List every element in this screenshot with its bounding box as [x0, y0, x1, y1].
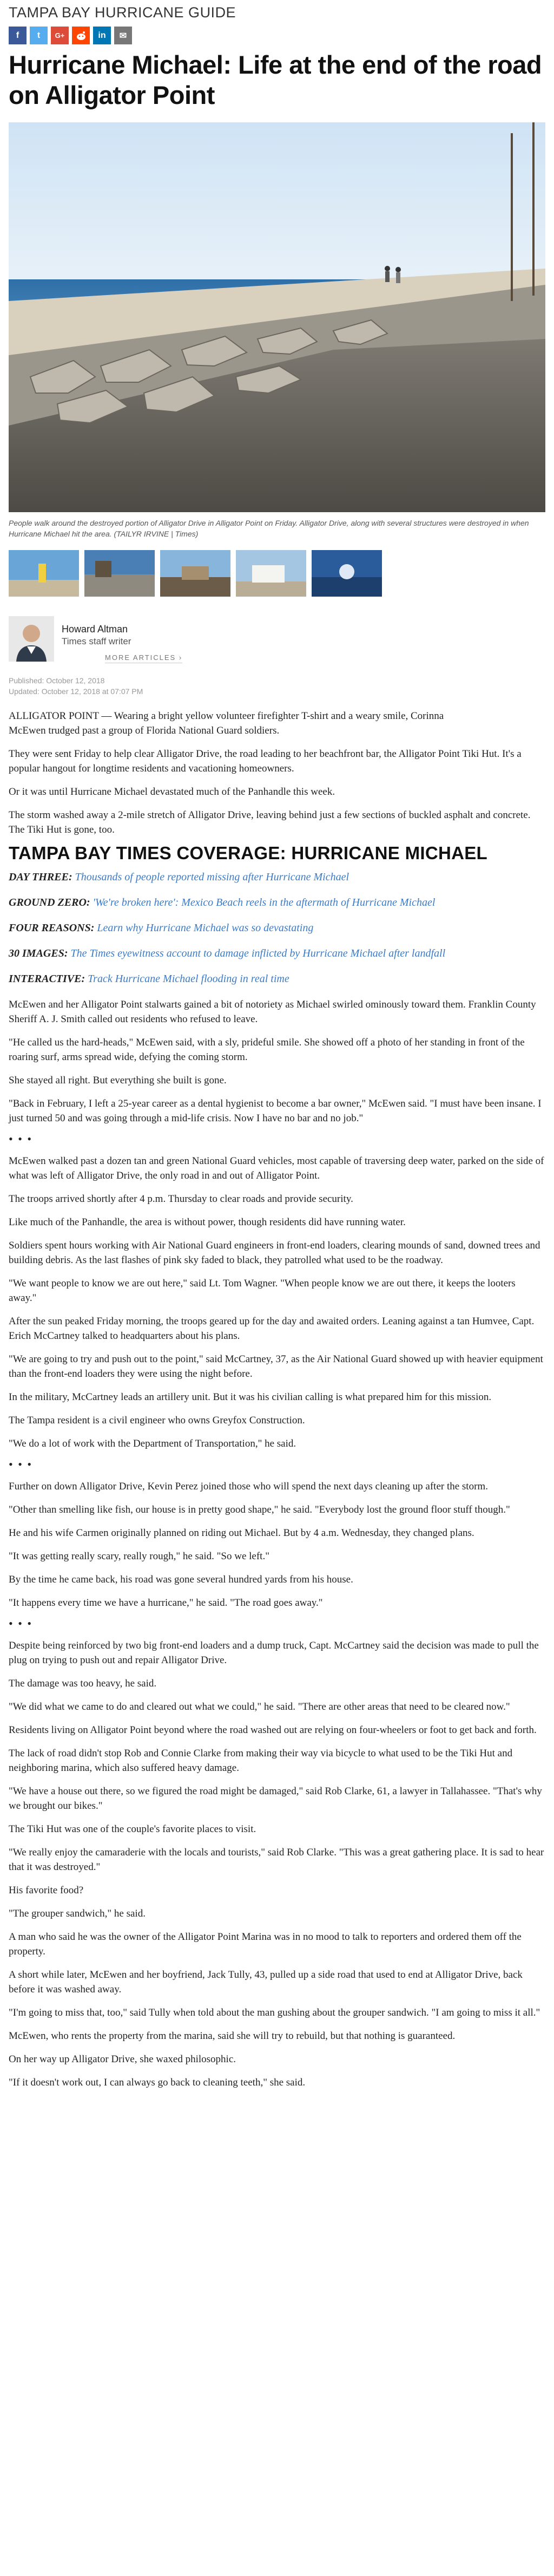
article-paragraph: "It was getting really scary, really rough," he said. "So we left."	[9, 1551, 269, 1562]
published-date: Published: October 12, 2018	[9, 676, 105, 685]
hero-photo[interactable]	[9, 122, 545, 512]
article-paragraph: "He called us the hard-heads," McEwen said, with a sly, prideful smile. She showed off a photo of her standing in front of the roaring surf, arms spread wide, defying the coming storm.	[9, 1037, 525, 1063]
article-paragraph: Residents living on Alligator Point beyond where the road washed out are relying on four-wheelers or foot to get back and forth.	[9, 1724, 537, 1736]
coverage-item	[9, 870, 545, 885]
gallery-thumb[interactable]	[84, 550, 155, 597]
coverage-label: FOUR REASONS:	[9, 922, 95, 934]
coverage-link[interactable]: Track Hurricane Michael flooding in real time	[88, 973, 289, 985]
article-paragraph: The damage was too heavy, he said.	[9, 1678, 157, 1689]
headline: Hurricane Michael: Life at the end of the road on Alligator Point	[9, 50, 542, 109]
linkedin-share-button[interactable]: in	[93, 27, 111, 44]
facebook-share-button[interactable]: f	[9, 27, 27, 44]
article-paragraph: The troops arrived shortly after 4 p.m. Thursday to clear roads and provide security.	[9, 1193, 353, 1205]
section-separator: • • •	[9, 1132, 33, 1146]
updated-date: Updated: October 12, 2018 at 07:07 PM	[9, 687, 143, 696]
article-paragraph: Soldiers spent hours working with Air National Guard engineers in front-end loaders, clearing mounds of sand, downed trees and building debris. As the last flashes of pink sky faded to black, they patrolled what used to be the roadway.	[9, 1240, 540, 1266]
twitter-share-button[interactable]: t	[30, 27, 48, 44]
article-paragraph: By the time he came back, his road was gone several hundred yards from his house.	[9, 1574, 353, 1585]
coverage-item	[9, 946, 545, 961]
reddit-icon	[76, 31, 87, 41]
coverage-item	[9, 921, 545, 936]
article-paragraph: McEwen, who rents the property from the marina, said she will try to rebuild, but that nothing is guaranteed.	[9, 2030, 456, 2042]
article-paragraph: He and his wife Carmen originally planned on riding out Michael. But by 4 a.m. Wednesday, they changed plans.	[9, 1527, 474, 1539]
article-paragraph: A short while later, McEwen and her boyfriend, Jack Tully, 43, pulled up a side road that used to end at Alligator Drive, back before it was washed away.	[9, 1969, 523, 1995]
gallery-thumb[interactable]	[236, 550, 306, 597]
article-paragraph: "Other than smelling like fish, our house is in pretty good shape," he said. "Everybody lost the ground floor stuff though."	[9, 1504, 510, 1515]
coverage-item	[9, 972, 545, 986]
article-paragraph: The lack of road didn't stop Rob and Connie Clarke from making their way via bicycle to what used to be the Tiki Hut and neighboring marina, which also suffered heavy damage.	[9, 1748, 513, 1774]
article-paragraph: Or it was until Hurricane Michael devastated much of the Panhandle this week.	[9, 786, 335, 797]
article-paragraph: The Tiki Hut was one of the couple's favorite places to visit.	[9, 1823, 256, 1835]
article-paragraph: McEwen and her Alligator Point stalwarts gained a bit of notoriety as Michael swirled ominously toward them. Franklin County Sheriff A. J. Smith called out residents who refused to leave.	[9, 999, 536, 1025]
section-separator: • • •	[9, 1457, 33, 1471]
section-separator: • • •	[9, 1617, 33, 1630]
email-share-button[interactable]: ✉	[114, 27, 132, 44]
article-paragraph: In the military, McCartney leads an artillery unit. But it was his civilian calling is what prepared him for this mission.	[9, 1391, 492, 1403]
coverage-label: DAY THREE:	[9, 871, 72, 883]
article-paragraph: "We want people to know we are out here," said Lt. Tom Wagner. "When people know we are out there, it keeps the looters away."	[9, 1278, 516, 1304]
article-paragraph: Like much of the Panhandle, the area is without power, though residents did have running water.	[9, 1217, 406, 1228]
gallery-thumb[interactable]	[160, 550, 230, 597]
coverage-label: GROUND ZERO:	[9, 897, 90, 908]
article-paragraph: "It happens every time we have a hurricane," he said. "The road goes away."	[9, 1597, 323, 1609]
coverage-label: 30 IMAGES:	[9, 947, 68, 959]
author-byline	[9, 616, 545, 663]
article-paragraph: After the sun peaked Friday morning, the troops geared up for the day and awaited orders. Leaning against a tan Humvee, Capt. Erich McCartney talked to headquarters about his plans.	[9, 1316, 535, 1342]
author-title: Times staff writer	[62, 636, 131, 646]
article-paragraph: Further on down Alligator Drive, Kevin Perez joined those who will spend the next days cleaning up after the storm.	[9, 1481, 488, 1492]
photo-gallery-strip	[9, 550, 545, 597]
more-articles-link[interactable]: MORE ARTICLES ›	[105, 653, 182, 663]
author-name[interactable]: Howard Altman	[62, 624, 128, 635]
coverage-link[interactable]: Learn why Hurricane Michael was so devastating	[97, 922, 314, 934]
gallery-thumb[interactable]	[312, 550, 382, 597]
article-paragraph: McEwen walked past a dozen tan and green National Guard vehicles, most capable of traversing deep water, parked on the side of what was left of Alligator Drive, the only road in and out of Alligator Point.	[9, 1155, 544, 1181]
reddit-share-button[interactable]	[72, 27, 90, 44]
article-paragraph: "We have a house out there, so we figured the road might be damaged," said Rob Clarke, 61, a lawyer in Tallahassee. "That's why we brought our bikes."	[9, 1786, 542, 1812]
coverage-link[interactable]: 'We're broken here': Mexico Beach reels in the aftermath of Hurricane Michael	[93, 897, 436, 908]
article-body	[9, 709, 545, 2090]
article-paragraph: "We are going to try and push out to the point," said McCartney, 37, as the Air National Guard showed up with heavier equipment than the front-end loaders they were using the night before.	[9, 1354, 543, 1379]
article-paragraph: "Back in February, I left a 25-year career as a dental hygienist to become a bar owner," McEwen said. "I must have been insane. I just turned 50 and was going through a mid-life crisis. Now I have no bar and no job."	[9, 1098, 542, 1124]
article-paragraph: The Tampa resident is a civil engineer who owns Greyfox Construction.	[9, 1415, 305, 1426]
coverage-link[interactable]: Thousands of people reported missing after Hurricane Michael	[75, 871, 349, 883]
article-paragraph: They were sent Friday to help clear Alligator Drive, the road leading to her beachfront bar, the Alligator Point Tiki Hut. It's a popular hangout for longtime residents and vacationing homeowners.	[9, 748, 522, 774]
coverage-title: TAMPA BAY TIMES COVERAGE: HURRICANE MICHAEL	[9, 843, 487, 863]
article-paragraph: His favorite food?	[9, 1885, 84, 1896]
coverage-link[interactable]: The Times eyewitness account to damage inflicted by Hurricane Michael after landfall	[70, 947, 446, 959]
article-paragraph: On her way up Alligator Drive, she waxed philosophic.	[9, 2054, 236, 2065]
article-paragraph: "If it doesn't work out, I can always go back to cleaning teeth," she said.	[9, 2077, 306, 2088]
author-avatar[interactable]	[9, 616, 54, 662]
article-paragraph: "We did what we came to do and cleared out what we could," he said. "There are other areas that need to be cleared now."	[9, 1701, 510, 1712]
coverage-label: INTERACTIVE:	[9, 973, 85, 985]
article-paragraph: Despite being reinforced by two big front-end loaders and a dump truck, Capt. McCartney said the decision was made to pull the plug on trying to push out and repair Alligator Drive.	[9, 1640, 539, 1666]
article-paragraph: She stayed all right. But everything she built is gone.	[9, 1075, 227, 1086]
article-paragraph: The storm washed away a 2-mile stretch of Alligator Drive, leaving behind just a few sections of buckled asphalt and concrete. The Tiki Hut is gone, too.	[9, 809, 531, 835]
article-paragraph: ALLIGATOR POINT — Wearing a bright yellow volunteer firefighter T-shirt and a weary smile, Corinna McEwen trudged past a group of Florida National Guard soldiers.	[9, 710, 444, 736]
article-paragraph: "We really enjoy the camaraderie with the locals and tourists," said Rob Clarke. "This was a great gathering place. It is sad to hear that it was destroyed."	[9, 1847, 544, 1873]
article-paragraph: A man who said he was the owner of the Alligator Point Marina was in no mood to talk to reporters and ordered them off the property.	[9, 1931, 522, 1957]
gallery-thumb[interactable]	[9, 550, 79, 597]
google-plus-share-button[interactable]: G+	[51, 27, 69, 44]
coverage-box	[9, 843, 545, 986]
photo-caption: People walk around the destroyed portion of Alligator Drive in Alligator Point on Friday. Alligator Drive, along with several structures were destroyed in when Hurricane Michael hit the area. (TAILYR IRVINE | Times)	[9, 519, 529, 538]
share-bar	[9, 27, 545, 44]
article-paragraph: "The grouper sandwich," he said.	[9, 1908, 146, 1919]
article-paragraph: "I'm going to miss that, too," said Tully when told about the man gushing about the grouper sandwich. "I am going to miss it all."	[9, 2007, 540, 2018]
coverage-item	[9, 895, 545, 910]
section-label[interactable]: TAMPA BAY HURRICANE GUIDE	[9, 4, 236, 21]
article-paragraph: "We do a lot of work with the Department of Transportation," he said.	[9, 1438, 296, 1449]
publish-dates	[9, 675, 545, 697]
